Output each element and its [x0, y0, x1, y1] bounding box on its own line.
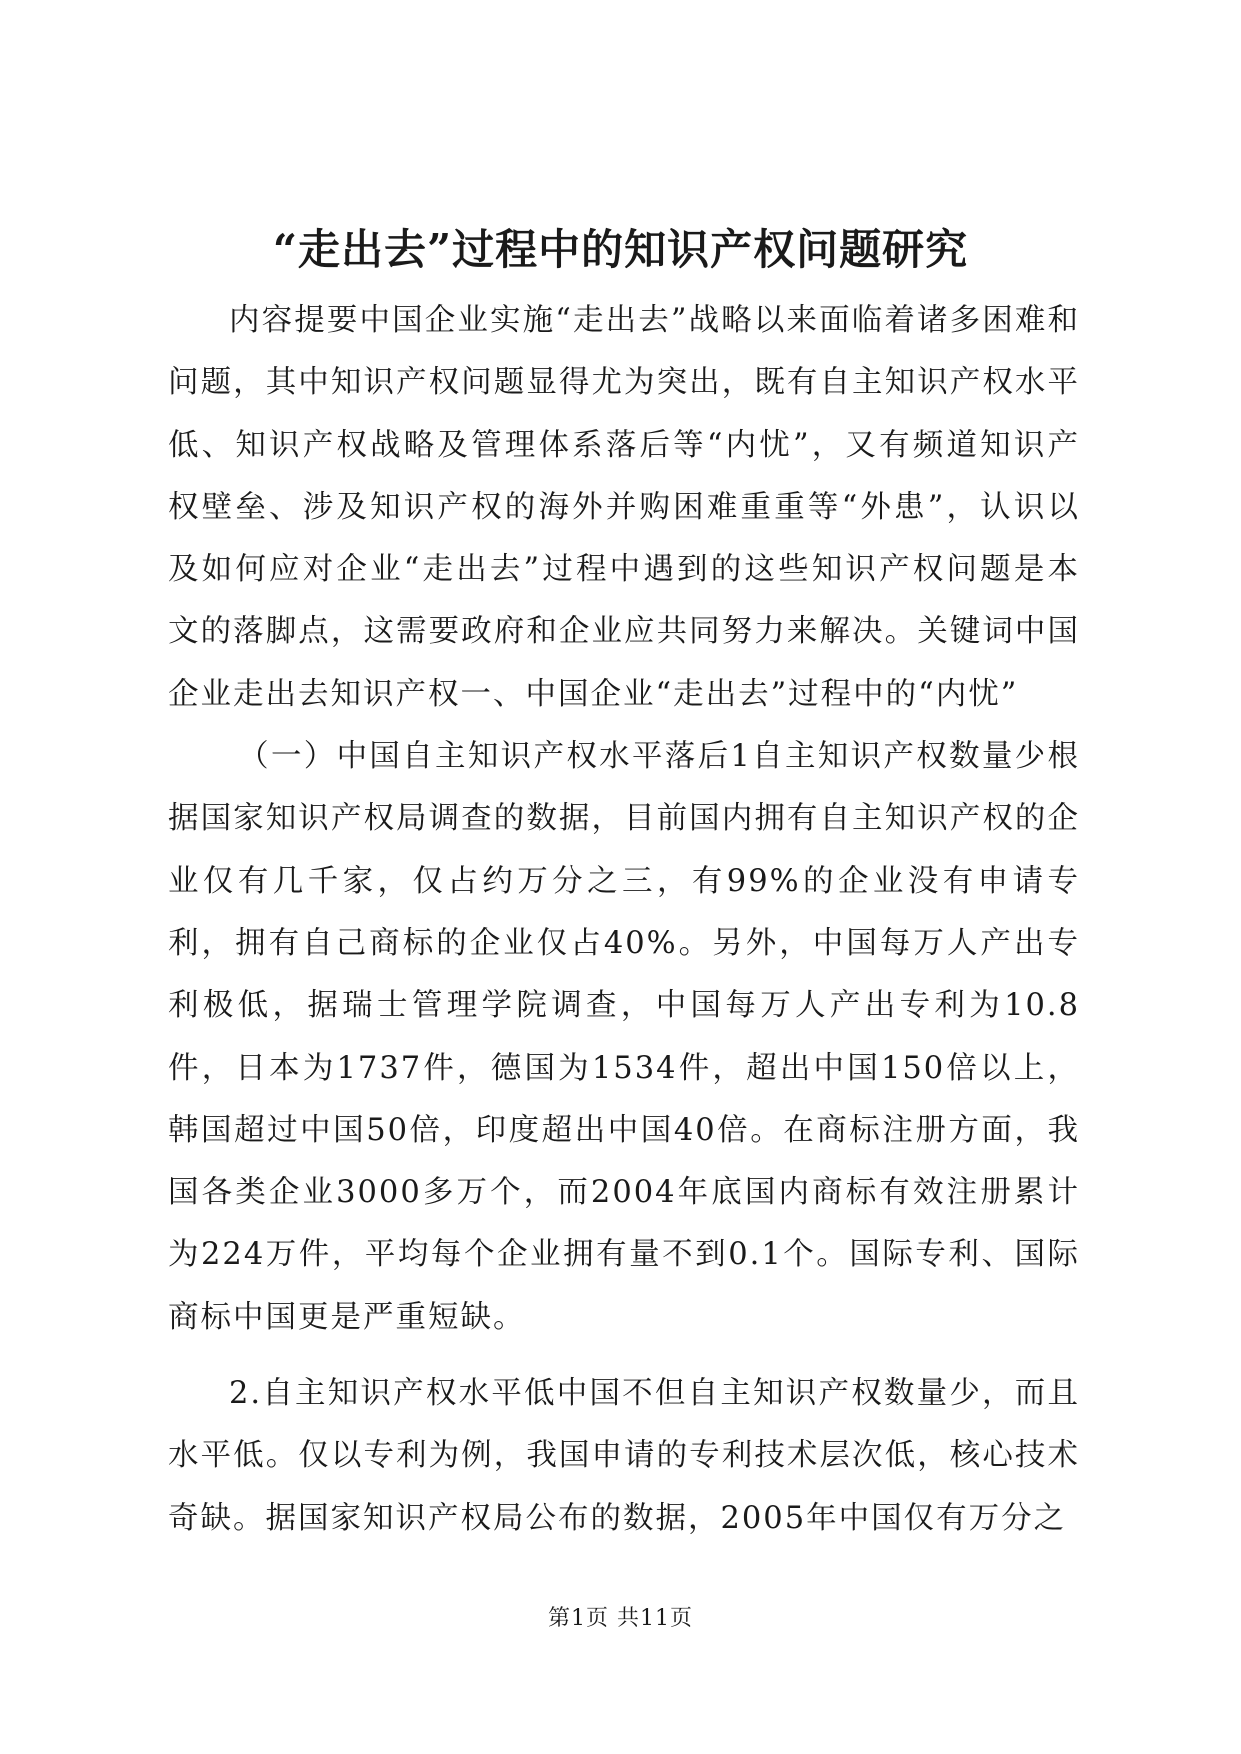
paragraph-section-2: 2.自主知识产权水平低中国不但自主知识产权数量少，而且水平低。仅以专利为例，我国申请的专利技术层次低，核心技术奇缺。据国家知识产权局公布的数据，2005年中国仅有万分之 [168, 1376, 1080, 1536]
document-body [168, 290, 1080, 1550]
paragraph-section-1: （一）中国自主知识产权水平落后1自主知识产权数量少根据国家知识产权局调查的数据，目前国内拥有自主知识产权的企业仅有几千家，仅占约万分之三，有99%的企业没有申请专利，拥有自己商标的企业仅占40%。另外，中国每万人产出专利极低，据瑞士管理学院调查，中国每万人产出专利为10.8件，日本为1737件，德国为1534件，超出中国150倍以上，韩国超过中国50倍，印度超出中国40倍。在商标注册方面，我国各类企业3000多万个，而2004年底国内商标有效注册累计为224万件，平均每个企业拥有量不到0.1个。国际专利、国际商标中国更是严重短缺。 [168, 739, 1080, 1335]
page-footer: 第1页 共11页 [548, 1606, 693, 1631]
paragraph-abstract: 内容提要中国企业实施“走出去”战略以来面临着诸多困难和问题，其中知识产权问题显得尤为突出，既有自主知识产权水平低、知识产权战略及管理体系落后等“内忧”，又有频道知识产权壁垒、涉及知识产权的海外并购困难重重等“外患”，认识以及如何应对企业“走出去”过程中遇到的这些知识产权问题是本文的落脚点，这需要政府和企业应共同努力来解决。关键词中国企业走出去知识产权一、中国企业“走出去”过程中的“内忧” [168, 303, 1080, 712]
document-title: “走出去”过程中的知识产权问题研究 [272, 225, 969, 274]
